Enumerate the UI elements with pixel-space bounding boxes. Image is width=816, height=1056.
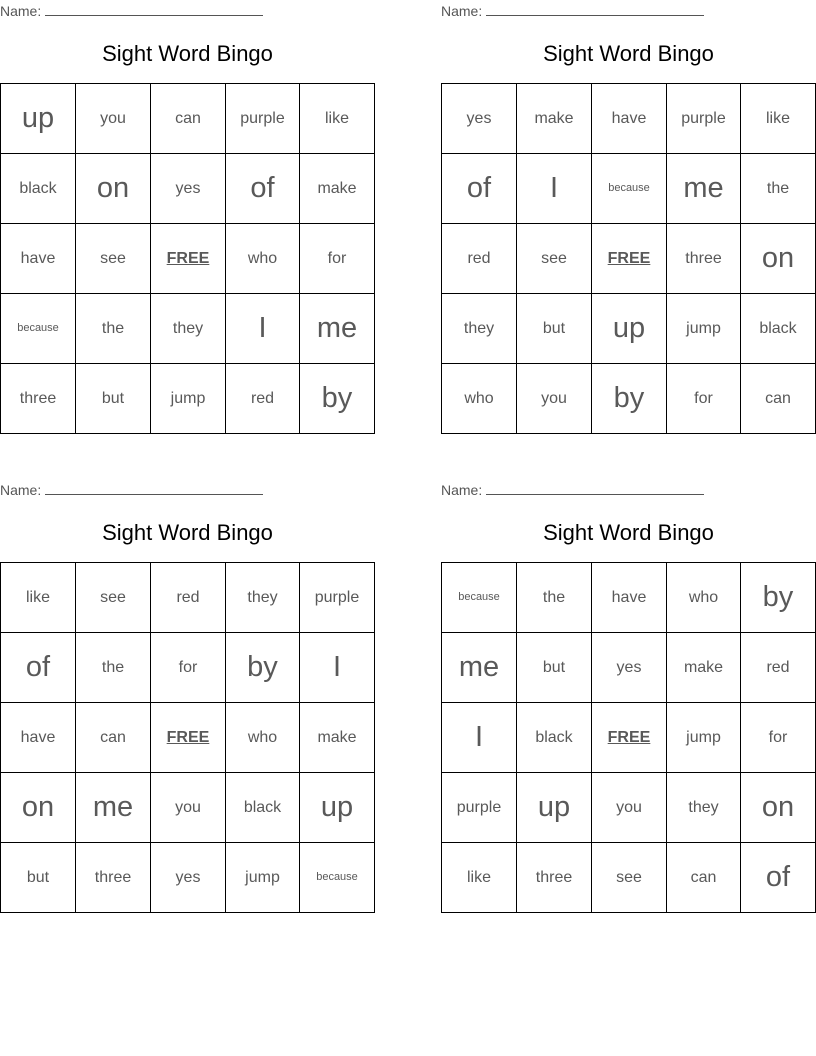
card-title: Sight Word Bingo (102, 41, 273, 66)
word-cell: purple (667, 84, 741, 154)
free-space-cell: FREE (151, 703, 226, 773)
bingo-grid (0, 83, 375, 434)
word-cell: me (442, 633, 517, 703)
name-label: Name: (0, 482, 42, 498)
word-cell: see (76, 224, 151, 294)
word-cell: the (517, 563, 592, 633)
name-label: Name: (0, 3, 42, 19)
name-label: Name: (441, 3, 483, 19)
free-space-cell: FREE (592, 224, 667, 294)
word-cell: they (442, 294, 517, 364)
free-space-cell: FREE (592, 703, 667, 773)
word-cell: who (226, 703, 300, 773)
word-cell: because (1, 294, 76, 364)
word-cell: by (741, 563, 816, 633)
word-cell: see (592, 843, 667, 913)
word-cell: me (76, 773, 151, 843)
word-cell: can (76, 703, 151, 773)
word-cell: I (517, 154, 592, 224)
word-cell: on (741, 773, 816, 843)
word-cell: have (592, 563, 667, 633)
word-cell: yes (151, 843, 226, 913)
word-cell: make (300, 703, 375, 773)
word-cell: I (442, 703, 517, 773)
name-blank-line (45, 483, 263, 495)
name-field (0, 482, 263, 498)
word-cell: but (517, 294, 592, 364)
word-cell: can (151, 84, 226, 154)
word-cell: black (741, 294, 816, 364)
word-cell: make (667, 633, 741, 703)
word-cell: you (151, 773, 226, 843)
word-cell: three (667, 224, 741, 294)
word-cell: purple (226, 84, 300, 154)
word-cell: see (517, 224, 592, 294)
card-title: Sight Word Bingo (543, 41, 714, 66)
word-cell: red (741, 633, 816, 703)
word-cell: but (517, 633, 592, 703)
word-cell: you (76, 84, 151, 154)
word-cell: of (226, 154, 300, 224)
word-cell: you (592, 773, 667, 843)
word-cell: red (151, 563, 226, 633)
word-cell: black (226, 773, 300, 843)
word-cell: make (517, 84, 592, 154)
name-blank-line (486, 4, 704, 16)
word-cell: of (442, 154, 517, 224)
word-cell: jump (151, 364, 226, 434)
word-cell: purple (300, 563, 375, 633)
word-cell: the (76, 294, 151, 364)
name-field (441, 3, 704, 19)
word-cell: for (741, 703, 816, 773)
word-cell: yes (592, 633, 667, 703)
word-cell: because (300, 843, 375, 913)
bingo-grid (441, 83, 816, 434)
word-cell: can (667, 843, 741, 913)
word-cell: yes (442, 84, 517, 154)
name-label: Name: (441, 482, 483, 498)
word-cell: have (1, 703, 76, 773)
card-title: Sight Word Bingo (102, 520, 273, 545)
word-cell: the (76, 633, 151, 703)
word-cell: see (76, 563, 151, 633)
word-cell: who (442, 364, 517, 434)
word-cell: for (667, 364, 741, 434)
word-cell: I (226, 294, 300, 364)
word-cell: like (442, 843, 517, 913)
word-cell: jump (667, 294, 741, 364)
word-cell: by (226, 633, 300, 703)
name-field (0, 3, 263, 19)
word-cell: me (667, 154, 741, 224)
bingo-grid (441, 562, 816, 913)
word-cell: on (741, 224, 816, 294)
word-cell: they (151, 294, 226, 364)
word-cell: on (76, 154, 151, 224)
word-cell: jump (667, 703, 741, 773)
word-cell: me (300, 294, 375, 364)
word-cell: like (300, 84, 375, 154)
word-cell: three (517, 843, 592, 913)
word-cell: like (741, 84, 816, 154)
name-field (441, 482, 704, 498)
word-cell: because (592, 154, 667, 224)
free-space-cell: FREE (151, 224, 226, 294)
word-cell: three (76, 843, 151, 913)
word-cell: for (300, 224, 375, 294)
word-cell: of (1, 633, 76, 703)
word-cell: up (517, 773, 592, 843)
word-cell: have (1, 224, 76, 294)
word-cell: up (300, 773, 375, 843)
word-cell: who (667, 563, 741, 633)
word-cell: for (151, 633, 226, 703)
bingo-grid (0, 562, 375, 913)
word-cell: of (741, 843, 816, 913)
word-cell: make (300, 154, 375, 224)
word-cell: by (300, 364, 375, 434)
word-cell: jump (226, 843, 300, 913)
word-cell: red (442, 224, 517, 294)
word-cell: by (592, 364, 667, 434)
name-blank-line (45, 4, 263, 16)
word-cell: but (76, 364, 151, 434)
word-cell: three (1, 364, 76, 434)
word-cell: but (1, 843, 76, 913)
word-cell: black (517, 703, 592, 773)
word-cell: purple (442, 773, 517, 843)
word-cell: up (1, 84, 76, 154)
word-cell: who (226, 224, 300, 294)
word-cell: you (517, 364, 592, 434)
word-cell: up (592, 294, 667, 364)
card-title: Sight Word Bingo (543, 520, 714, 545)
word-cell: have (592, 84, 667, 154)
word-cell: on (1, 773, 76, 843)
word-cell: I (300, 633, 375, 703)
word-cell: can (741, 364, 816, 434)
word-cell: they (667, 773, 741, 843)
word-cell: they (226, 563, 300, 633)
word-cell: like (1, 563, 76, 633)
word-cell: black (1, 154, 76, 224)
word-cell: the (741, 154, 816, 224)
name-blank-line (486, 483, 704, 495)
word-cell: red (226, 364, 300, 434)
word-cell: because (442, 563, 517, 633)
word-cell: yes (151, 154, 226, 224)
